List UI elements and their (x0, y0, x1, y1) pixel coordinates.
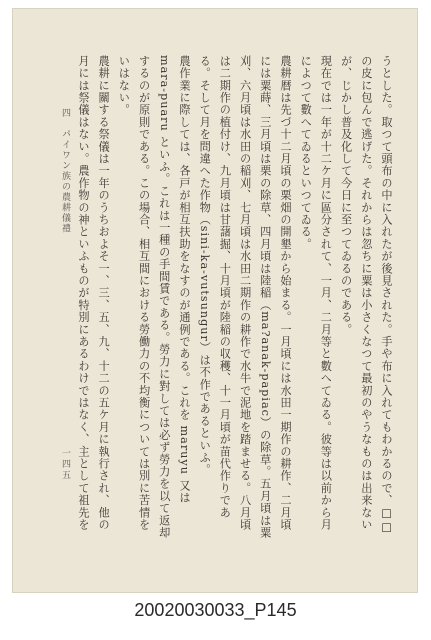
paragraph: うとした。取つて頭布の中に入れたが後見された。手や布に入れてもわかるので、□□の皮に包んで逃げた。それからは忽ちに粟は小さくなつて最初のやうなものは出来ないが、じかし普及化して今日に至つてゐるのである。 (339, 55, 393, 535)
paragraph: 現在では一年が十二ケ月に區分されて、一月、二月等と數へてゐる。彼等は以前から月によつて數へてゐるといつてゐる。 (299, 55, 333, 531)
paragraph: 農作業に際しては、各戸が相互扶助をなすのが通例である。これを maruyu 又は mara-puaru といふ。これは一種の手間賃である。勞力に對しては必ず勞力を以て返却するのが原則である。この場合、相互間における勞働力の不均衡については別に苦情をいはない。 (117, 55, 191, 539)
body-text (72, 55, 396, 539)
running-title: 四 パイワン族の農耕儀禮 (60, 108, 70, 234)
paragraph: 農耕に關する祭儀は一年のうちおよそ一、三、五、九、十二の五ケ月に執行され、他の月には祭儀はない。農作物の神といふものが特別にあるわけではなく、主として祖先を (76, 55, 111, 531)
paragraph: 農耕暦は先づ十二月頃の栗畑の開墾から始まる。一月頃には水田一期作の耕作、二月頃には粟蒔、三月頃は栗の除草、四月頃は陸稲（ma?anak-papiac）の除草。五月頃は粟刈、六月頃は水田の稲刈、七月頃は水田二期作の耕作で水牛で泥地を踏ませる。八月頃は二期作の植付け、九月頃は甘藷掘、十月頃が陸稲の収穫、十一月頃が苗代作りである。そして月を問違へた作物（sini-ka-vutsungur）は不作であるといふ。 (198, 55, 292, 539)
book-page (12, 8, 418, 593)
page-number: 一四五 (60, 448, 70, 481)
image-caption: 20020030033_P145 (134, 600, 297, 620)
